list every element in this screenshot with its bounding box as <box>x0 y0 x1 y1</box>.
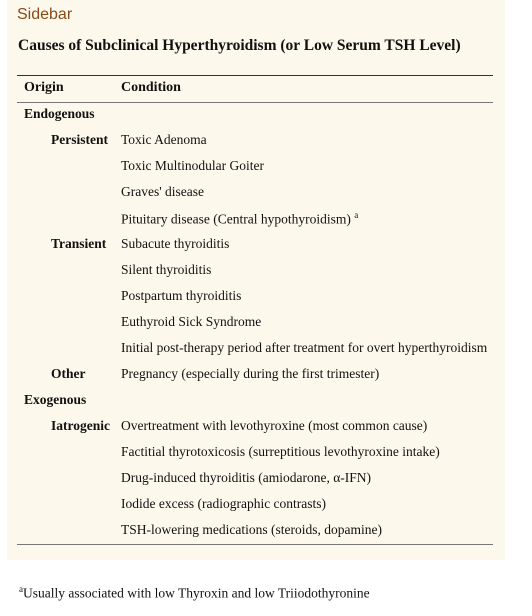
condition-text: Pituitary disease (Central hypothyroidism) <box>121 211 351 227</box>
footnote-text: Usually associated with low Thyroxin and low Triiodothyronine <box>23 585 370 601</box>
condition-cell <box>121 522 382 538</box>
origin-subgroup-label: Iatrogenic <box>51 418 110 433</box>
sidebar-label: Sidebar <box>17 6 73 23</box>
table-row <box>0 340 532 366</box>
table-row <box>0 106 532 132</box>
table-row <box>0 314 532 340</box>
table-row <box>0 262 532 288</box>
header-rule <box>17 102 493 103</box>
footnote-reference: a <box>354 210 359 220</box>
condition-cell <box>121 314 261 330</box>
origin-subgroup-label: Transient <box>51 236 107 251</box>
condition-text: Overtreatment with levothyroxine (most common cause) <box>121 418 428 433</box>
table-row <box>0 132 532 158</box>
origin-subgroup-label: Persistent <box>51 132 108 147</box>
condition-cell <box>121 184 204 200</box>
condition-cell <box>121 366 379 382</box>
condition-text: Iodide excess (radiographic contrasts) <box>121 496 327 511</box>
condition-cell <box>121 288 241 304</box>
condition-text: TSH-lowering medications (steroids, dopamine) <box>121 522 382 537</box>
table-row <box>0 470 532 496</box>
condition-text: Pregnancy (especially during the first trimester) <box>121 366 380 381</box>
condition-text: Subacute thyroiditis <box>121 236 230 251</box>
condition-text: Toxic Multinodular Goiter <box>121 158 265 173</box>
condition-cell <box>121 236 229 252</box>
origin-subgroup-label: Other <box>51 366 86 381</box>
condition-text: Toxic Adenoma <box>121 132 207 147</box>
condition-text: Initial post-therapy period after treatment for overt hyperthyroidism <box>121 340 488 355</box>
table-top-rule <box>17 75 493 76</box>
table-row <box>0 158 532 184</box>
condition-cell <box>121 340 487 356</box>
table-row <box>0 210 532 236</box>
condition-text: Euthyroid Sick Syndrome <box>121 314 262 329</box>
table-row <box>0 184 532 210</box>
condition-cell <box>121 496 326 512</box>
table-title: Causes of Subclinical Hyperthyroidism (or Low Serum TSH Level) <box>18 37 461 54</box>
condition-text: Drug-induced thyroiditis (amiodarone, α-IFN) <box>121 470 372 485</box>
condition-cell <box>121 262 211 278</box>
condition-cell <box>121 444 440 460</box>
condition-cell <box>121 210 358 228</box>
condition-cell <box>121 158 264 174</box>
footnote-marker: a <box>19 584 23 594</box>
condition-cell <box>121 132 207 148</box>
table-bottom-rule <box>17 544 493 545</box>
table-row <box>0 418 532 444</box>
origin-group-label: Endogenous <box>24 106 95 121</box>
origin-group-label: Exogenous <box>24 392 87 407</box>
column-header-origin: Origin <box>24 80 64 95</box>
table-row <box>0 444 532 470</box>
table-row <box>0 496 532 522</box>
table-row <box>0 236 532 262</box>
condition-text: Factitial thyrotoxicosis (surreptitious levothyroxine intake) <box>121 444 440 459</box>
table-row <box>0 366 532 392</box>
condition-cell <box>121 418 427 434</box>
condition-cell <box>121 470 371 486</box>
condition-text: Postpartum thyroiditis <box>121 288 242 303</box>
table-row <box>0 392 532 418</box>
table-row <box>0 288 532 314</box>
footnote <box>19 584 370 602</box>
condition-text: Graves' disease <box>121 184 205 199</box>
condition-text: Silent thyroiditis <box>121 262 212 277</box>
column-header-condition: Condition <box>121 80 181 95</box>
